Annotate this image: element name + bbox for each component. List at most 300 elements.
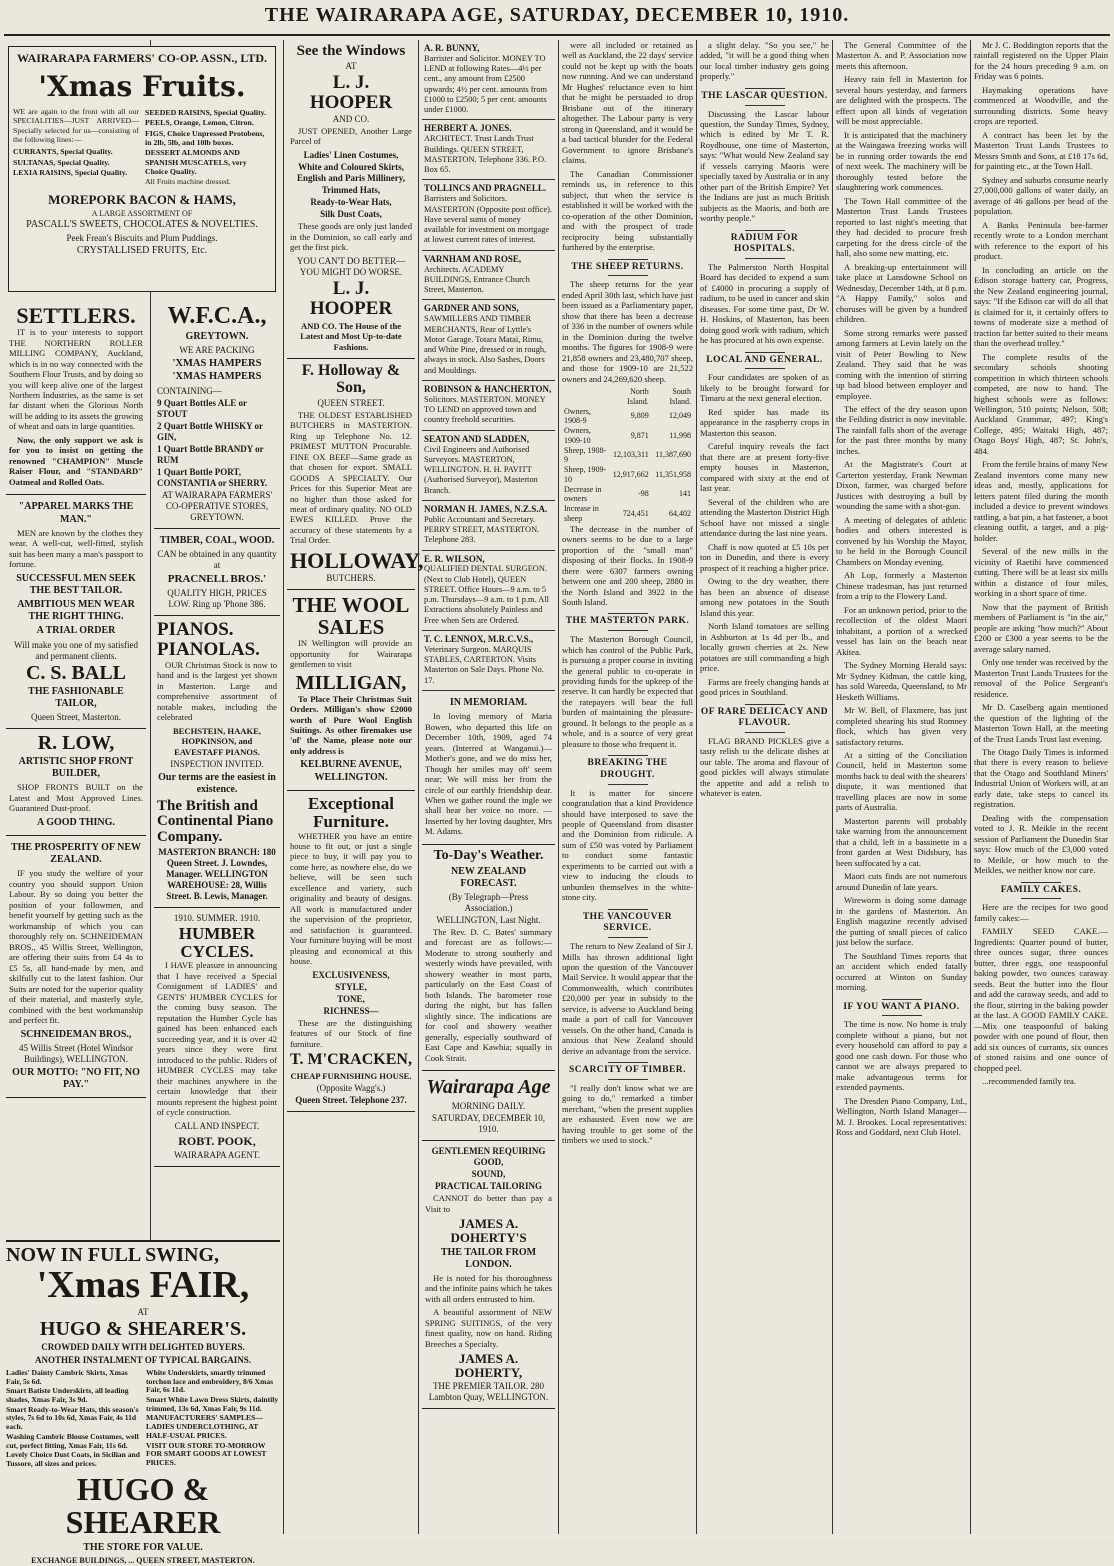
article-paragraph: The Canadian Commissioner reminds us, in reference to this subject, that when the service is established it will be worked with the co-operation of the other Dominion, and with the prospect of trade reciprocity being substantially furthered by the enterprise. [562,168,693,253]
trial-order-line: A TRIAL ORDER [36,625,116,637]
hooper-ad [287,40,415,359]
mcracken-sub: CHEAP FURNISHING HOUSE. [290,1070,412,1081]
age-nameplate [422,1071,555,1140]
doherty-text: He is noted for his thoroughness and the infinite pains which he takes with all orders entrusted to him. [425,1273,552,1304]
card-title: NORMAN H. JAMES, N.Z.S.A. [424,503,548,514]
greytown-line: GREYTOWN. [185,331,249,343]
business-card [422,300,555,380]
hamper-item: 2 Quart Bottle WHISKY or GIN, [157,420,263,442]
british-address: MASTERTON BRANCH: 180 Queen Street. J. Lowndes, Manager. WELLINGTON WAREHOUSE: 28, Willis Street. B. Lewis, Manager. [158,846,276,901]
hooper2-sub: AND CO. The House of the Latest and Most Up-to-date Fashions. [300,320,402,352]
humber-ad [154,908,280,1167]
vancouver-heading: THE VANCOUVER SERVICE. [562,909,693,938]
schneideman-address: 45 Willis Street (Hotel Windsor Buildings), WELLINGTON. [19,1042,133,1064]
table-header: South Island. [669,387,691,406]
card-title: GARDNER AND SONS, [424,303,519,314]
article-paragraph: A Banks Peninsula bee-farmer recently wrote to a London merchant with reference to the export of his product. [974,219,1108,262]
table-cell: 724,451 [622,508,649,518]
xmas-fruits-ad [6,42,278,298]
wfca-heading: WAIRARAPA FARMERS' CO-OP. ASSN., LTD. [16,51,268,65]
business-card [422,180,555,250]
card-text: Barrister and Solicitor. MONEY TO LEND at following Rates—4½ per cent., any amount from £2500 upwards; 4½ per cent. amounts from £1000 to £2500; 5 per cent. amounts under £1000. [424,53,548,115]
article-paragraph: From the fertile brains of many New Zealand inventors come many new ideas and, mostly, applications for letters patent filed during the month included a device to prevent windows rattling, a bat pin, a hat fastener, a boot cleaning outfit, a target, and a pig-holder. [974,459,1109,543]
packing-line: WE ARE PACKING [179,345,255,356]
milligan-text: To Place Their Christmas Suit Orders. Milligan's show £2000 worth of Pure Wool English Suitings. As other firemakes use 'of' the Name, please note our only address is [290,693,412,756]
hooper-note: These goods are only just landed in the Dominion, so call early and get the first pick. [290,221,412,253]
doherty-ad [422,1141,555,1409]
new-goods: A beautiful assortment of NEW SPRING SUITINGS, of the very finest quality, now on hand. Riding Breeches a Specialty. [425,1307,552,1349]
memoriam-text: In loving memory of Maria Bowen, who departed this life on December 10th, 1909, aged 74 years. (Interred at Wanganui.)— Mother's gone, and we do miss her, Though her smiles may oft' seem near; We will miss her from the circle of our earthly friendship dear. When we gather round the ingle we shall hear her voice no more. —Inserted by her loving daughter, Mrs M. Adams. [425,711,552,837]
prosperity-heading: THE PROSPERITY OF NEW ZEALAND. [10,841,142,866]
column-rule [696,40,697,1534]
doherty-name: JAMES A. DOHERTY'S [450,1216,527,1245]
schneideman-name: SCHNEIDEMAN BROS., [20,1028,132,1040]
hooper-item: White and Coloured Skirts, [298,161,404,172]
column-3 [287,40,424,1534]
butchers-line: BUTCHERS. [326,573,376,584]
piano-text: OUR Christmas Stock is now to hand and is the largest yet shown in Masterton. Large and comprehensive assortment of notable makes, including the celebrated [157,659,277,723]
telegraph-line: (By Telegraph—Press Association.) [448,892,529,913]
article-paragraph: Dealing with the compensation voted to J. R. Meikle in the recent session of Parliament the Dunedin Star says: How much of the £3,000 voted to Meikle, or how much to the Meikles, we neither know nor care. [974,812,1108,876]
table-header-row [562,387,693,407]
fair-item: Washing Cambric Blouse Costumes, well cut, perfect fitting, Xmas Fair, 11s 6d. [6,1431,139,1450]
article-paragraph: The Southland Times reports that an accident which ended fatally occurred at Winton on Sunday morning. [836,950,967,993]
fair-item: Smart Ready-to-Wear Hats, this season's styles, 7s 6d to 10s 6d, Xmas Fair, 4s 11d each. [6,1404,139,1432]
doherty2-sub: THE PREMIER TAILOR. 280 Lambton Quay, WELLINGTON. [428,1380,549,1402]
piano-makes: BECHSTEIN, HAAKE, HOPKINSON, and EAVESTAFF PIANOS. [172,725,262,757]
hooper-item: Silk Dust Coats, [320,209,382,220]
article-paragraph: A contract has been let by the Masterton Trust Lands Trustees to Messrs Smith and Sons, at £18 17s 6d, for painting etc., at the Town Hall. [974,129,1108,172]
radium-heading: RADIUM FOR HOSPITALS. [700,230,829,259]
card-text: Solicitors. MASTERTON. MONEY TO LEND on approved town and country freehold securities. [424,394,546,425]
local-paragraph: Owing to the dry weather, there has been an absence of disease among new potatoes in the South Island this year. [700,576,829,618]
column-rule [832,40,833,1534]
article-paragraph: Mr D. Caselberg again mentioned the question of the lighting of the Masterton Town Hall, at the meeting of the Trust Lands Trust last evening. [974,702,1108,744]
card-text: SAWMILLERS AND TIMBER MERCHANTS, Rear of Lyttle's Motor Garage. Totara Matai, Rimu, and White Pine, dressed or in rough, always in stock. Also Sashes, Doors and Mouldings. [424,314,547,375]
at-line: AT [345,60,357,71]
article-paragraph: The return to New Zealand of Sir J. Mills has thrown additional light upon the question of the Vancouver Mail Service. It would appear that the Commonwealth, which contributes £20,000 per year in subsidy to the service, is adverse to Auckland being made a port of call for Vancouver vessels. On the other hand, Canada is anxious that New Zealand should derive an advantage from the service. [562,941,693,1056]
apparel-heading: "APPAREL MARKS THE MAN." [18,501,134,525]
weather-text: The Rev. D. C. Bates' summary and forecast are as follows:—Moderate to strong southerly and westerly winds have prevailed, with showery weather in most parts, particularly on the East Coast of both Islands. The barometer rose during the night, but has fallen slightly since. The indications are for cool and showery weather generally, especially southward of East Cape and Kawhia; squally in Cook Strait. [425,926,552,1063]
age-title: Wairarapa Age [426,1076,551,1099]
fair-item: Smart White Lawn Dress Skirts, daintily trimmed, 13s 6d, Xmas Fair, 9s 11d. [146,1394,279,1413]
business-card [422,251,555,301]
card-title: HERBERT A. JONES. [424,123,512,134]
lascar-heading: THE LASCAR QUESTION. [700,88,829,106]
business-card [422,501,555,551]
local-paragraph: Farms are freely changing hands at good prices in Southland. [700,676,829,698]
table-header [562,387,608,407]
pook-name: ROBT. POOK, [178,1133,256,1148]
mcracken-ad [287,791,415,1113]
rlow-name: R. LOW, [37,731,115,754]
business-card [422,631,555,691]
rare-heading: OF RARE DELICACY AND FLAVOUR. [700,704,829,733]
business-card [422,431,555,501]
card-title: ROBINSON & HANCHERTON, [424,383,552,394]
tailoring-line: SOUND, [471,1169,506,1180]
fair-crowded: CROWDED DAILY WITH DELIGHTED BUYERS. [41,1341,245,1352]
csball-name: C. S. BALL [25,661,127,684]
hooper-name: L. J. HOOPER [309,71,393,113]
sheep-heading: THE SHEEP RETURNS. [562,259,693,277]
column-8 [974,40,1108,1534]
article-paragraph: FAMILY SEED CAKE.—Ingredients: Quarter pound of butter, three ounces sugar, three ounces butter, three eggs, one teaspoonful baking powder, two ounces caraway seeds. Beat the butter into the flour and add the caraway seeds, and add to the flour, stirring in the baking powder at the last. A GOOD FAMILY CAKE.—Mix one teaspoonful of baking powder with one pound of flour, then add six ounces of currants, six ounces of stoned raisins and one ounce of chopped peel. [974,926,1108,1073]
table-row [562,407,693,427]
xmas-fair-box [6,1240,280,1566]
card-title: VARNHAM AND ROSE, [424,253,522,264]
table-cell: 11,387,690 [655,450,691,460]
piano-heading: IF YOU WANT A PIANO. [836,999,967,1017]
rlow-sub: ARTISTIC SHOP FRONT BUILDER, [18,755,134,780]
fruit-item: CURRANTS, Special Quality. [13,147,113,157]
card-title: T. C. LENNOX, M.R.C.V.S., [424,633,534,644]
table-cell: Sheep, 1909-10 [564,465,607,484]
park-heading: THE MASTERTON PARK. [562,613,693,631]
masthead-rule [4,34,1110,36]
article-paragraph: The sheep returns for the year ended April 30th last, which have just been issued as a Parliamentary paper, show that there has been a decrease of 336 in the number of owners while in the Dominion during the twelve months. The figures for 1908-9 were 21,858 owners and 23,480,707 sheep, and those for 1909-10 are 21,522 owners and 24,269,620 sheep. [562,279,693,384]
article-paragraph: Mr J. C. Boddington reports that the rainfall registered on the Upper Plain for the 24 hours preceding 9 a.m. on Friday was 6 points. [974,40,1108,82]
column-rule [418,40,419,1534]
containing-line: CONTAINING— [157,385,222,396]
successful-line: SUCCESSFUL MEN SEEK THE BEST TAILOR. [16,572,136,596]
article-paragraph: Several of the new mills in the vicinity of Raetihi have commenced cutting. There will be at least six mills within a distance of four miles, working in a short space of time. [974,546,1108,599]
champion-text: Now, the only support we ask is for you to insist on getting the renowned "CHAMPION" Muscle Raiser Flour, and "STANDARD" Oatmeal and Rolled Oats. [9,434,143,487]
hooper-item: Trimmed Hats, [321,185,381,196]
pook-sub: WAIRARAPA AGENT. [173,1150,260,1161]
milligan-address: KELBURNE AVENUE, WELLINGTON. [300,759,402,783]
article-paragraph: were all included or retained as well as Auckland, the 22 days' service could not be kept up with the boats now running. And we can understand Mr Hughes' reluctance even to hint that he might be persuaded to drop Brisbane out of the itinerary altogether. The Labour party is very strong in Queensland, and it would be a bad tactical blunder for the Federal Government to ignore Brisbane's claims. [562,40,693,166]
weather-heading: To-Day's Weather. [433,847,544,863]
article-paragraph: The Dresden Piano Company, Ltd., Wellington, North Island Manager—M. J. Brookes. Local representatives: Ross and Goddard, next Club Hotel. [836,1095,967,1138]
business-card [422,40,555,120]
peek-frean-line: Peek Frean's Biscuits and Plum Puddings. [66,232,218,243]
card-text: Civil Engineers and Authorised Surveyors. MASTERTON, WELLINGTON. H. H. PAVITT (Authorised Surveyor), Masterton Branch. [424,444,538,495]
morning-daily: MORNING DAILY. [451,1100,526,1111]
article-paragraph: It is matter for sincere congratulation that a kind Providence should have interposed to save the people of Queensland from disaster and the Dominion from ridicule. A sum of £50 was voted by Parliament to conduct some fantastic experiments to be carried out with a view to inducing the clouds to unburden themselves in the white-stone city. [562,787,693,903]
furniture-point: STYLE, [335,981,367,992]
article-paragraph: In concluding an article on the Edison storage battery car, Progress, the New Zealand engineering journal, says: "If the Edison car will do all that is claimed for it, it certainly offers to towns of moderate size a method of traction far better suited to their means than the overhead trolley." [974,264,1108,349]
article-paragraph: The complete results of the secondary schools shooting competition in which thirteen schools competed, are now to hand. The highest schools were as follows: Wellington, 510 points; Nelson, 508; Auckland Grammar, 497; King's College, 495; Waitaki High, 487; Otago Boys' High, 487; St. John's, 484. [974,351,1108,456]
table-cell: Owners, 1908-9 [564,406,591,426]
holloway-big: HOLLOWAY, [290,547,424,573]
fair-item: Ladies' Dainty Cambric Skirts, Xmas Fair, 5s 6d. [6,1367,128,1386]
column-rule [970,40,971,1534]
hooper-co: AND CO. [332,113,370,124]
card-title: SEATON AND SLADDEN, [424,433,529,444]
article-paragraph: Here are the recipes for two good family cakes:— [974,902,1108,923]
season-line: 1910. SUMMER. 1910. [173,912,261,923]
xmas-fair-ad [6,1240,280,1566]
table-cell: 9,809 [630,411,649,421]
fruit-item: All Fruits machine dressed. [145,177,231,187]
card-text: Public Accountant and Secretary. PERRY STREET, MASTERTON. Telephone 283. [424,514,540,545]
article-paragraph: For an unknown period, prior to the recollection of the oldest Maori inhabitant, a portion of a wrecked vessel has lain on the beach near Akitea. [836,604,967,657]
hooper-text: JUST OPENED, Another Large Parcel of [290,125,412,147]
fair-at: AT [137,1306,149,1317]
motto-line: OUR MOTTO: "NO FIT, NO PAY." [12,1066,140,1090]
milligan-ad [287,590,415,791]
table-cell: -98 [638,489,649,499]
apparel-ad [6,495,146,729]
column-6 [700,40,829,1534]
weather [422,845,555,1071]
article-paragraph: The Sydney Morning Herald says: Mr Sydney Kidman, the cattle king, has sold Wareeda, Queensland, to Mr Hesketh Williams. [836,660,967,702]
piano-ad [154,616,280,908]
memoriam [422,691,555,845]
mcracken-name: T. M'CRACKEN, [290,1051,412,1069]
csball-sub: THE FASHIONABLE TAILOR, [28,685,124,709]
business-card [422,381,555,431]
xmas-fruits-box [8,46,276,292]
settlers-text: IT is to your interests to support THE NORTHERN ROLLER MILLING COMPANY, Auckland, which is in no way connected with the Southern Flour Trusts, and by doing so you will keep alive one of the largest Northern Industries, as the same is set far distant when the Glorious North will be adding to its assets the growing of wheat and oats in large quantities. [9,327,143,432]
article-paragraph: At the Magistrate's Court at Carterton yesterday, Frank Newman Dixon, farmer, was charged before Justices with destroying a bull by wounding the same with a shot-gun. [836,459,967,512]
mcracken-address: (Opposite Wagg's.) [316,1083,386,1094]
windows-heading: See the Windows [296,43,406,59]
article-paragraph: FLAG BRAND PICKLES give a tasty relish to the delicate dishes at our table. The aroma and flavour of good pickles will always stimulate the appetite and add a relish to whatever is eaten. [700,735,829,799]
fair-heading: NOW IN FULL SWING, [6,1244,220,1266]
good-thing-line: A GOOD THING. [37,816,115,828]
furniture-point: EXCLUSIVENESS, [312,969,390,980]
tailoring-line: GENTLEMEN REQUIRING [431,1145,546,1156]
fair-item: Smart Batiste Underskirts, all leading shades, Xmas Fair, 3s 9d. [6,1386,129,1404]
wellington-night: WELLINGTON, Last Night. [436,914,541,925]
furniture-end: These are the distinguishing features of our Stock of fine furniture. [290,1017,412,1049]
article-paragraph: The General Committee of the Masterton A. and P. Association now meets this afternoon. [836,40,967,71]
fair-right [146,1368,280,1470]
table-row [562,504,693,524]
table-cell: 12,917,662 [612,469,649,479]
fruit-item: PEELS, Orange, Lemon, Citron. [145,118,254,128]
fruits-right [145,107,271,188]
apparel-text: MEN are known by the clothes they wear. A well-cut, well-fitted, stylish suit has been many a man's passport to fortune. [9,527,143,570]
article-paragraph: A meeting of delegates of athletic bodies and others interested is convened by his Worship the Mayor, to be held in the Borough Council Chambers on Monday evening. [836,514,967,567]
article-paragraph: ...recommended family tea. [982,1076,1077,1087]
article-paragraph: The Otago Daily Times is informed that there is every reason to believe that the Otago and Southland Miners' Industrial Union of Workers will, at an early date, take steps to cancel its registration. [974,747,1108,810]
wool-text: IN Wellington will provide an opportunity for Wairarapa gentlemen to visit [290,638,412,670]
table-header: North Island. [627,387,649,406]
fair-item: White Underskirts, smartly trimmed torchon lace and embroidery, 8/6 Xmas Fair, 6s 11d. [146,1367,274,1395]
forecast-heading: NEW ZEALAND FORECAST. [450,865,527,889]
article-paragraph: Mr W. Bell, of Flaxmere, has just completed shearing his stud Romney flock, which has given very satisfactory returns. [836,705,967,747]
humber-text: I HAVE pleasure in announcing that I have received a Special Consignment of LADIES' and GENTS' HUMBER CYCLES for the coming busy season. The reputation the Humber Cycle has gained has been enhanced each succeeding year, and it is over 42 years since they were first introduced to the public. Riders of HUMBER CYCLES may take their machines anywhere in the certain knowledge that their mounts represent the highest point of cycle construction. [157,960,277,1118]
milligan-name: MILLIGAN, [295,671,407,694]
hooper2-name: L. J. HOOPER [309,277,393,319]
article-paragraph: The effect of the dry season upon the Feilding district is now inevitable. The rainfall falls short of the average for the past three months by many inches. [836,403,967,456]
settlers-heading: SETTLERS. [16,303,136,328]
article-paragraph: Only one tender was received by the Masterton Trust Lands Trustees for the removal of the Police Sergeant's residence. [974,657,1108,699]
holloway-text: THE OLDEST ESTABLISHED BUTCHERS in MASTERTON. Ring up Telephone No. 12. PRIMEST MUTTON Procurable. FINE OX BEEF—Same grade as that chosen for export. SMALL GOODS A SPECIALTY. Our Prices for this Superior Meat are no higher than those asked for meat of ordinary quality. NO OLD EWES KILLED. Prove the accuracy of these statements by a Trial Order. [290,409,412,546]
doherty-sub: THE TAILOR FROM LONDON. [440,1246,537,1270]
column-rule [558,40,559,1534]
hamper-item: 9 Quart Bottles ALE or STOUT [157,397,247,419]
morepork-line: MOREPORK BACON & HAMS, [48,191,236,207]
column-rule [283,40,284,1534]
prosperity-text: IF you study the welfare of your country you should support Union Labour. By so doing you better the position of your followmen, and benefit yourself by getting such as the workmanship of which you can thoroughly rely on. SCHNEIDEMAN BROS., 45 Willis Street, Wellington, are offering their suits from £4 4s to £5 5s, all hand-made by men, and skilfully cut to the latest fashion. Our Suits are noted for the superior quality of their material, and masterly style, combined with the best workmanship and perfect fit. [9,868,143,1026]
pracnell-sub: QUALITY HIGH, PRICES LOW. Ring up 'Phone 386. [167,588,267,610]
hooper-item: Ladies' Linen Costumes, [303,149,399,160]
local-paragraph: Careful inquiry reveals the fact that there are at present forty-five empty houses in Masterton, compared with sixty at the end of last year. [700,441,829,494]
article-paragraph: It is anticipated that the machinery at the Waingawa freezing works will be in running order towards the end of next week. The machinery will be thoroughly tested before the slaughtering work commences. [836,129,967,193]
fair-big: 'Xmas FAIR, [36,1264,250,1306]
fair-instalment: ANOTHER INSTALMENT OF TYPICAL BARGAINS. [35,1354,251,1365]
assortment-line: A LARGE ASSORTMENT OF [91,208,193,218]
card-text: Veterinary Surgeon. MARQUIS STABLES, CARTERTON. Visits Masterton on Sale Days. Phone No. 17. [424,644,544,685]
article-paragraph: The Masterton Borough Council, which has control of the Public Park, is pursuing a proper course in inviting the general public to co-operate in providing funds for the upkeep of the reserve. It can hardly be expected that the ratepayers will bear the full burden of maintaining the pleasure-ground. It belongs to the people as a whole, and is a source of very great pleasure to those who frequent it. [562,634,693,749]
business-card [422,551,555,631]
tailoring-line: GOOD, [473,1157,504,1168]
wfca-footer: AT WAIRARAPA FARMERS' CO-OPERATIVE STORES, GREYTOWN. [161,489,273,522]
table-cell: Decrease in owners [564,484,602,504]
card-text: ARCHITECT. Trust Lands Trust Buildings. QUEEN STREET, MASTERTON. Telephone 336. P.O. Box 65. [424,134,547,175]
mcracken-street: Queen Street. Telephone 237. [295,1095,407,1106]
table-cell: 11,351,958 [655,469,691,479]
article-paragraph: The decrease in the number of owners seems to be due to a large proportion of the "small man" disposing of their flocks. In 1908-9 there were 6307 farmers owning between one and 200 sheep, 2880 in the North Island and 3922 in the South Island. [562,523,693,607]
fruit-item: DESSERT ALMONDS AND SPANISH MUSCATELS, very Choice Quality. [145,148,247,177]
hampers-line: 'XMAS HAMPERS 'XMAS HAMPERS [172,358,262,383]
fair-item: MANUFACTURERS' SAMPLES—LADIES UNDERCLOTHING, AT HALF-USUAL PRICES. [146,1413,263,1440]
doherty2-name: JAMES A. DOHERTY, [454,1351,523,1381]
table-cell: 9,871 [630,430,649,440]
local-paragraph: Several of the children who are attending the Masterton District High School have not missed a single attendance during the last nine years. [700,496,829,539]
british-heading: The British and Continental Piano Company. [157,797,274,846]
table-cell: 141 [679,489,691,499]
cakes-heading: FAMILY CAKES. [974,882,1108,900]
article-paragraph: Maori cuts finds are not numerous around Dunedin of late years. [836,871,967,892]
card-title: A. R. BUNNY, [424,43,480,53]
wfca-hampers-ad [154,300,280,529]
article-paragraph: At a sitting of the Conciliation Council, held in Masterton some months back to deal with the shearers' dispute, it was mentioned that travelling places are now in some parts of Australia. [836,750,967,813]
crystallised-line: CRYSTALLISED FRUITS, Etc. [76,244,208,256]
hamper-item: 1 Quart Bottle BRANDY or RUM [157,443,264,465]
article-paragraph: Masterton parents will probably take warning from the announcement that a child, left in a bassinette in a front garden at West Didsbury, has been suffocated by a cat. [836,815,967,868]
holloway-ad [287,359,424,590]
fair-item: VISIT OUR STORE TO-MORROW FOR SMART GOODS AT LOWEST PRICES. [146,1440,267,1467]
xmas-intro: WE are again to the front with all our SPECIALITIES—JUST ARRIVED—Specially selected for us—consisting of the following lines:— [13,107,139,145]
article-paragraph: The Town Hall committee of the Masterton Trust Lands Trustees reported to last night's meeting that they had decided to procure fresh carpeting for the dress circle of the hall, also some new matting, etc. [836,195,967,259]
card-title: TOLLINCS AND PRAGNELL. [424,183,547,194]
timber-text: CAN be obtained in any quantity at [157,548,277,570]
column-7 [836,40,967,1534]
local-paragraph: Chaff is now quoted at £5 10s per ton in Dunedin, and there is every prospect of it reaching a higher price. [700,541,829,573]
card-text: QUALIFIED DENTAL SURGEON. (Next to Club Hotel), QUEEN STREET. Office Hours—9 a.m. to 5 p.m. Thursdays—9 a.m. to 1 p.m. All Extractions absolutely Painless and Free when Sets are Ordered. [424,564,550,625]
pascall-line: PASCALL'S SWEETS, CHOCOLATES & NOVELTIES. [26,219,258,231]
terms-line: Our terms are the easiest in existence. [158,772,276,796]
timber-heading: TIMBER, COAL, WOOD. [159,534,275,546]
prosperity-ad [6,836,146,1098]
timber-heading: SCARCITY OF TIMBER. [562,1062,693,1080]
inspection-line: INSPECTION INVITED. [170,759,264,770]
fruits-left [13,107,139,188]
local-heading: LOCAL AND GENERAL. [700,352,829,370]
holloway-heading: F. Holloway & Son, [301,362,401,396]
ambitious-line: AMBITIOUS MEN WEAR THE RIGHT THING. [17,599,135,623]
pracnell-name: PRACNELL BROS.' [167,572,267,585]
hamper-item: 1 Quart Bottle PORT, CONSTANTIA or SHERRY. [157,466,268,488]
table-cell: 64,402 [669,508,691,518]
furniture-text: WHETHER you have an entire house to fit out, or just a single piece to buy, it will pay you to come here, as nowhere else, do we believe, will be seen such excellence and variety, such originality and beauty of designs. All work is manufactured under the supervision of the proprietor, and satisfaction is guaranteed. Your furniture buying will be most pleasing and economical at this house. [290,830,412,967]
business-card [422,120,555,180]
article-paragraph: The time is now. No home is truly complete without a piano, but not every household can afford to pay a good one cash down. For those who cannot we are always prepared to make advantageous terms for extended payments. [836,1019,967,1093]
pianolas-heading: PIANOLAS. [157,638,260,660]
furniture-point: TONE, [337,993,365,1004]
table-cell: 11,998 [669,430,691,440]
fruit-item: LEXIA RAISINS, Special Quality. [13,168,128,178]
xmas-fruits-title: 'Xmas Fruits. [38,69,246,103]
table-cell: Owners, 1909-10 [564,426,591,445]
article-paragraph: Now that the payment of British members of Parliament is "in the air," people are asking "how much?" About £200 or £300 a year seems to be the average salary named. [974,601,1108,654]
article-paragraph: Sydney and suburbs consume nearly 27,000,000 gallons of water daily, an average of 46 gallons per head of the population. [974,174,1108,217]
settlers-ad [6,300,146,495]
table-row [562,485,693,505]
hooper-item: English and Paris Millinery, [296,173,406,184]
card-title: E. R. WILSON, [424,553,485,564]
wool-heading: THE WOOL SALES [292,592,410,640]
column-4 [422,40,555,1534]
table-cell: 12,103,311 [613,450,649,460]
table-cell: Sheep, 1908-9 [564,445,607,465]
article-paragraph: a slight delay. "So you see," he added, "it will be a good thing when our local timber industry gets going properly." [700,40,829,82]
local-paragraph: North Island tomatoes are selling in Ashburton at 1s 4d per lb., and locally grown cherries at 2s. New potatoes are still commanding a high price. [700,621,829,674]
article-paragraph: Discussing the Lascar labour question, the Sunday Times, Sydney, which is edited by Mr T. R. Roydhouse, one time of Masterton, says: "What would New Zealand say if vessels carrying Maoris were specially taxed by Australia or in any other part of the British Empire? Yet the Indians are just as much British subjects as the Maoris, and both are worthy people." [700,108,829,224]
cant-do-line: YOU CAN'T DO BETTER— YOU MIGHT DO WORSE. [296,255,406,277]
fair-name: HUGO & SHEARER'S. [39,1317,247,1340]
call-line: CALL AND INSPECT. [174,1120,260,1131]
hugo-big: HUGO & SHEARER [65,1470,221,1541]
article-paragraph: Heavy rain fell in Masterton for several hours yesterday, and farmers are delighted with the prospects. The effect upon all kinds of vegetation will be most appreciable. [836,74,967,127]
table-row [562,446,693,466]
fruit-item: FIGS, Choice Unpressed Protobens, in 2lb, 5lb, and 10lb boxes. [145,128,265,148]
table-row [562,465,693,485]
pracnell-ad [154,529,280,616]
csball-address: Queen Street, Masterton. [31,711,121,722]
article-paragraph: A breaking-up entertainment will take place at Lansdowne School on Wednesday, December 14th, at 8 p.m. "A Happy Family," solos and choruses will be given by a hundred children. [836,261,967,325]
exceptional-heading: Exceptional Furniture. [308,793,394,831]
memoriam-heading: IN MEMORIAM. [449,696,528,708]
local-paragraph: Red spider has made its appearance in the raspberry crops in Masterton this season. [700,406,829,438]
pianos-heading: PIANOS. [157,619,234,641]
tailoring-text: CANNOT do better than pay a Visit to [425,1193,552,1214]
column-5 [562,40,693,1534]
fair-lists [6,1368,280,1470]
tailoring-line: PRACTICAL TAILORING [435,1181,542,1192]
humber-heading: HUMBER CYCLES. [178,923,256,961]
furniture-point: RICHNESS— [323,1005,379,1016]
card-text: Architects. ACADEMY BUILDINGS, Entrance Church Street, Masterton. [424,264,530,295]
hugo-address: EXCHANGE BUILDINGS, ... QUEEN STREET, MASTERTON. [31,1556,255,1566]
wfca-big: W.F.C.A., [167,303,267,329]
fruit-item: SEEDED RAISINS, Special Quality. [145,108,267,118]
fruit-item: SULTANAS, Special Quality. [13,157,110,167]
masthead: THE WAIRARAPA AGE, SATURDAY, DECEMBER 10, 1910. [264,4,850,26]
rlow-text: SHOP FRONTS BUILT on the Latest and Most Approved Lines. Guaranteed Dust-proof. [9,782,143,814]
article-paragraph: "I really don't know what we are going to do," remarked a timber merchant, "when the present supplies are exhausted. Even now we are having trouble to get some of the timbers we used to stock." [562,1082,693,1146]
holloway-street: QUEEN STREET. [317,397,385,408]
hugo-sub: THE STORE FOR VALUE. [83,1541,203,1553]
article-paragraph: Some strong remarks were passed among farmers at Levin lately on the visit of Peter Bowling to New Zealand. They said that he was coming with the intention of stirring up bad blood between employer and employee. [836,327,967,401]
article-paragraph: Haymaking operations have commenced at Woodville, and the surrounding districts. Some heavy crops are reported. [974,84,1108,127]
fair-left [6,1368,140,1470]
table-cell: Increase in sheep [564,504,599,523]
trial-order-text: Will make you one of my satisfied and permanent clients. [13,639,139,661]
local-paragraph: Four candidates are spoken of as likely to be brought forward for Timaru at the next general election. [700,372,829,404]
fruits-lists [13,107,271,188]
fair-item: Lovely Choice Dust Coats, in Sicilian and Tussore, all sizes and prices. [6,1450,140,1468]
table-row [562,426,693,446]
sheep-table [562,387,693,524]
date-line: SATURDAY, DECEMBER 10, 1910. [431,1112,546,1134]
drought-heading: BREAKING THE DROUGHT. [562,755,693,784]
